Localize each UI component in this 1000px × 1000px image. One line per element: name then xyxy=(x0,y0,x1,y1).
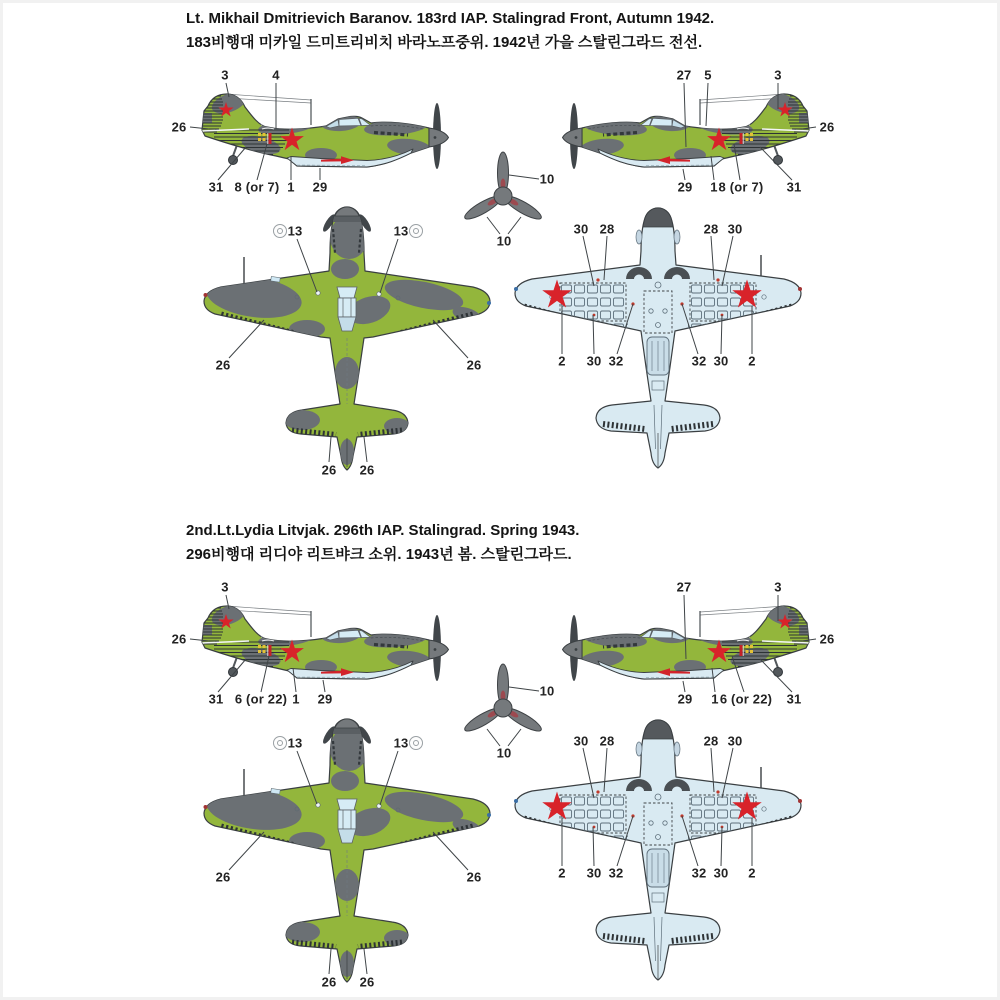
double-circle-stencil-icon xyxy=(273,736,287,750)
callout-label: 27 xyxy=(676,579,692,595)
callout-label: 2 xyxy=(558,865,566,881)
callout-label: 29 xyxy=(312,179,328,195)
starboard-profile-view xyxy=(555,83,840,178)
double-circle-stencil-icon xyxy=(409,224,423,238)
callout-label: 2 xyxy=(748,865,756,881)
callout-label: 32 xyxy=(608,865,624,881)
callout-label: 30 xyxy=(573,221,589,237)
scheme-section-litvjak xyxy=(3,515,1000,1000)
callout-label: 10 xyxy=(496,745,512,761)
callout-label: 28 xyxy=(703,733,719,749)
callout-label: 31 xyxy=(208,179,224,195)
callout-label: 2 xyxy=(558,353,566,369)
callout-label: 13 xyxy=(287,223,303,239)
callout-label: 27 xyxy=(676,67,692,83)
callout-label: 26 xyxy=(171,631,187,647)
starboard-profile-view xyxy=(555,595,840,690)
callout-label: 30 xyxy=(727,221,743,237)
callout-label: 3 xyxy=(221,579,229,595)
callout-label: 3 xyxy=(221,67,229,83)
callout-label: 32 xyxy=(691,865,707,881)
callout-label: 26 xyxy=(359,462,375,478)
callout-label: 3 xyxy=(774,579,782,595)
callout-label: 10 xyxy=(539,171,555,187)
callout-label: 13 xyxy=(393,223,409,239)
callout-label: 29 xyxy=(677,179,693,195)
callout-label: 10 xyxy=(539,683,555,699)
callout-label: 26 xyxy=(819,631,835,647)
callout-label: 4 xyxy=(272,67,280,83)
callout-label: 1 xyxy=(292,691,300,707)
port-profile-view xyxy=(171,595,456,690)
callout-label: 1 xyxy=(710,179,718,195)
callout-label: 26 xyxy=(321,462,337,478)
scheme-section-baranov xyxy=(3,3,1000,503)
top-plan-view xyxy=(199,717,495,989)
callout-label: 8 (or 7) xyxy=(718,179,764,195)
callout-label: 26 xyxy=(215,869,231,885)
double-circle-stencil-icon xyxy=(409,736,423,750)
callout-label: 5 xyxy=(704,67,712,83)
callout-label: 28 xyxy=(599,733,615,749)
callout-label: 32 xyxy=(608,353,624,369)
callout-label: 32 xyxy=(691,353,707,369)
callout-label: 31 xyxy=(208,691,224,707)
callout-label: 26 xyxy=(321,974,337,990)
callout-label: 26 xyxy=(466,869,482,885)
callout-label: 31 xyxy=(786,691,802,707)
callout-label: 28 xyxy=(599,221,615,237)
callout-label: 3 xyxy=(774,67,782,83)
port-profile-view xyxy=(171,83,456,178)
callout-label: 26 xyxy=(819,119,835,135)
callout-label: 30 xyxy=(713,865,729,881)
callout-label: 29 xyxy=(317,691,333,707)
callout-label: 13 xyxy=(393,735,409,751)
callout-label: 31 xyxy=(786,179,802,195)
callout-label: 26 xyxy=(466,357,482,373)
bottom-plan-view xyxy=(508,205,808,473)
callout-label: 26 xyxy=(359,974,375,990)
callout-label: 10 xyxy=(496,233,512,249)
scheme-subtitle-korean: 296비행대 리디야 리트뱌크 소위. 1943년 봄. 스탈린그라드. xyxy=(186,546,572,563)
double-circle-stencil-icon xyxy=(273,224,287,238)
scheme-title: 2nd.Lt.Lydia Litvjak. 296th IAP. Stalingrad. Spring 1943. xyxy=(186,522,580,539)
callout-label: 30 xyxy=(586,865,602,881)
callout-label: 2 xyxy=(748,353,756,369)
callout-label: 30 xyxy=(573,733,589,749)
callout-label: 30 xyxy=(586,353,602,369)
scheme-title: Lt. Mikhail Dmitrievich Baranov. 183rd IAP. Stalingrad Front, Autumn 1942. xyxy=(186,10,715,27)
scheme-subtitle-korean: 183비행대 미카일 드미트리비치 바라노프중위. 1942년 가을 스탈린그라드 전선. xyxy=(186,34,703,51)
callout-label: 8 (or 7) xyxy=(234,179,280,195)
callout-label: 30 xyxy=(727,733,743,749)
top-plan-view xyxy=(199,205,495,477)
callout-label: 26 xyxy=(171,119,187,135)
callout-label: 1 xyxy=(711,691,719,707)
callout-label: 26 xyxy=(215,357,231,373)
callout-label: 29 xyxy=(677,691,693,707)
callout-label: 6 (or 22) xyxy=(719,691,773,707)
callout-leader-lines xyxy=(3,3,1000,503)
callout-label: 28 xyxy=(703,221,719,237)
callout-label: 1 xyxy=(287,179,295,195)
callout-label: 13 xyxy=(287,735,303,751)
callout-label: 30 xyxy=(713,353,729,369)
callout-label: 6 (or 22) xyxy=(234,691,288,707)
bottom-plan-view xyxy=(508,717,808,985)
